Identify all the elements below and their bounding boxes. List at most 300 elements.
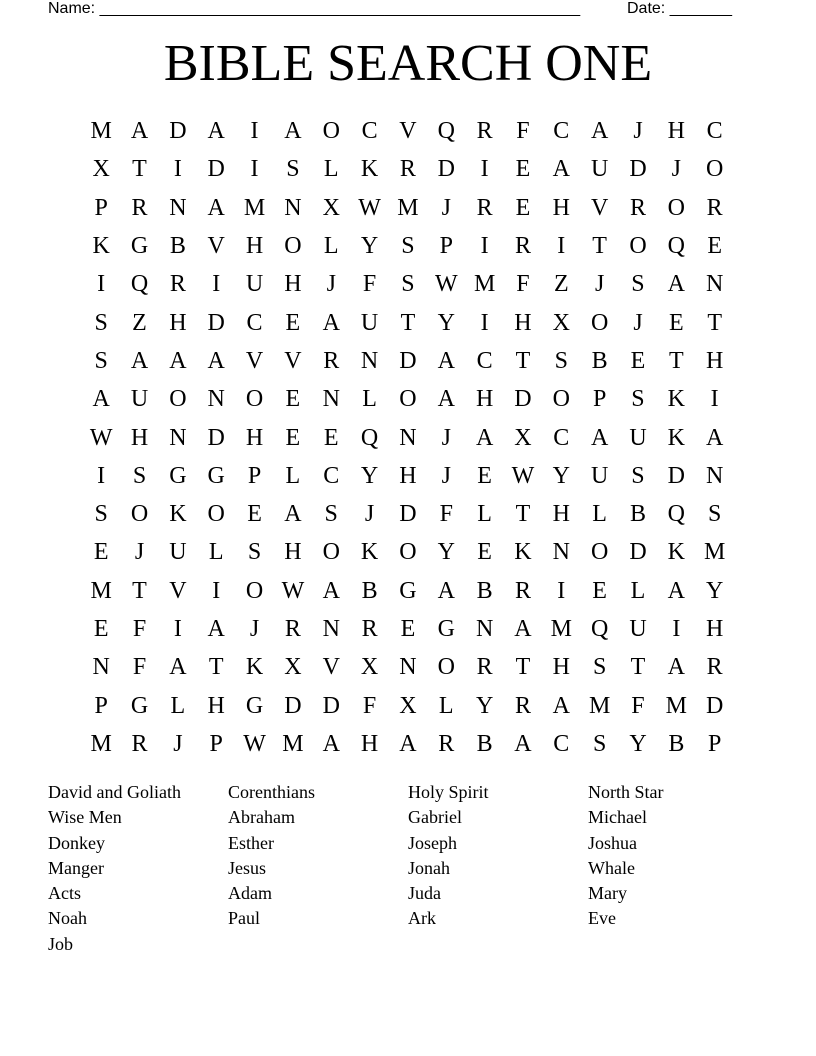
grid-letter: C [553, 424, 570, 451]
grid-row [82, 648, 734, 686]
grid-letter: O [399, 386, 417, 413]
grid-letter: Y [629, 730, 647, 757]
grid-letter: Q [130, 271, 149, 298]
grid-letter: X [92, 156, 110, 183]
grid-letter: A [667, 577, 685, 604]
grid-letter: D [629, 539, 647, 566]
word-list-item: Holy Spirit [408, 782, 489, 802]
grid-letter: W [243, 730, 266, 757]
grid-letter: I [557, 233, 566, 260]
grid-letter: S [401, 233, 415, 260]
grid-letter: T [132, 156, 147, 183]
grid-letter: B [361, 577, 378, 604]
word-list-item: North Star [588, 782, 664, 802]
grid-letter: A [322, 730, 340, 757]
grid-letter: D [169, 118, 187, 145]
grid-letter: B [668, 730, 685, 757]
grid-row [82, 342, 734, 380]
grid-letter: E [477, 539, 492, 566]
grid-letter: N [399, 424, 417, 451]
grid-letter: I [97, 462, 106, 489]
grid-letter: T [515, 654, 531, 681]
grid-letter: B [476, 577, 493, 604]
grid-letter: N [475, 616, 494, 642]
grid-letter: Y [437, 539, 455, 566]
word-list-item: Noah [48, 908, 87, 929]
grid-letter: Z [132, 309, 147, 336]
grid-letter: I [212, 577, 221, 604]
grid-letter: S [554, 347, 568, 374]
grid-letter: M [243, 194, 266, 221]
grid-letter: U [245, 271, 264, 298]
grid-letter: C [361, 118, 378, 145]
grid-letter: I [557, 577, 566, 604]
grid-letter: X [284, 654, 302, 681]
grid-letter: A [552, 156, 570, 183]
grid-letter: H [245, 424, 264, 451]
grid-letter: D [399, 347, 417, 374]
grid-letter: F [362, 271, 377, 298]
grid-letter: R [169, 271, 186, 298]
grid-letter: A [552, 692, 570, 719]
grid-letter: A [514, 616, 532, 642]
word-list-item: Gabriel [408, 807, 462, 828]
grid-letter: R [323, 347, 340, 374]
grid-letter: R [131, 730, 148, 757]
grid-letter: R [514, 233, 531, 260]
grid-letter: X [322, 194, 340, 221]
grid-letter: N [706, 271, 724, 298]
grid-letter: V [590, 194, 609, 221]
grid-letter: L [592, 501, 607, 528]
grid-letter: O [322, 539, 340, 566]
word-list-item: Whale [588, 857, 635, 878]
grid-letter: T [630, 654, 646, 681]
grid-letter: O [706, 156, 724, 183]
grid-letter: P [94, 194, 108, 221]
grid-letter: T [592, 233, 607, 260]
grid-row [82, 533, 734, 571]
grid-letter: P [592, 386, 607, 413]
grid-letter: B [591, 347, 608, 374]
grid-letter: E [592, 577, 607, 604]
grid-letter: N [92, 654, 110, 681]
grid-letter: A [437, 347, 455, 374]
grid-letter: R [706, 654, 723, 681]
grid-letter: A [475, 424, 494, 451]
header-line [48, 0, 768, 20]
grid-letter: T [707, 309, 722, 336]
grid-letter: P [247, 462, 262, 489]
grid-letter: A [169, 347, 187, 374]
word-list-item: Esther [228, 832, 274, 853]
grid-letter: S [94, 309, 108, 336]
grid-letter: E [515, 194, 531, 221]
grid-letter: G [399, 577, 417, 604]
grid-letter: J [364, 501, 375, 528]
grid-letter: E [477, 462, 492, 489]
grid-letter: Y [360, 462, 379, 489]
grid-letter: O [437, 654, 455, 681]
grid-letter: L [323, 156, 339, 183]
grid-letter: U [590, 462, 609, 489]
grid-letter: V [399, 118, 417, 145]
grid-letter: F [439, 501, 453, 528]
word-list-item: Michael [588, 807, 647, 828]
grid-letter: A [169, 654, 187, 681]
grid-letter: I [480, 233, 489, 260]
word-list-item: Corenthians [228, 782, 315, 802]
grid-letter: D [207, 309, 225, 336]
grid-letter: M [90, 577, 112, 604]
grid-letter: G [245, 692, 264, 719]
grid-letter: A [706, 424, 724, 451]
grid-letter: L [208, 539, 224, 566]
grid-letter: R [476, 118, 493, 145]
grid-letter: C [553, 118, 570, 145]
grid-letter: P [439, 233, 453, 260]
grid-letter: M [665, 692, 687, 719]
grid-letter: H [284, 271, 302, 298]
grid-letter: R [476, 654, 493, 681]
word-list-item: Mary [588, 883, 627, 904]
grid-letter: O [322, 118, 340, 145]
grid-letter: T [515, 347, 531, 374]
grid-letter: E [93, 616, 109, 642]
grid-letter: Y [360, 233, 379, 260]
grid-letter: L [285, 462, 301, 489]
grid-letter: K [667, 539, 685, 566]
grid-letter: M [550, 616, 572, 642]
grid-letter: O [130, 501, 149, 528]
grid-letter: A [130, 118, 149, 145]
grid-letter: K [360, 156, 379, 183]
grid-letter: E [247, 501, 262, 528]
grid-letter: L [362, 386, 377, 413]
grid-letter: T [515, 501, 531, 528]
word-list-item: Acts [48, 883, 81, 904]
grid-letter: C [706, 118, 723, 145]
grid-letter: N [207, 386, 225, 413]
word-list-item: Joshua [588, 832, 637, 853]
grid-letter: Y [706, 577, 724, 604]
grid-letter: N [399, 654, 417, 681]
grid-letter: H [399, 462, 417, 489]
grid-letter: C [553, 730, 570, 757]
word-list-item: Jesus [228, 857, 267, 878]
grid-letter: Z [553, 271, 569, 298]
grid-letter: J [441, 424, 451, 451]
grid-letter: E [515, 156, 531, 183]
grid-letter: E [323, 424, 339, 451]
grid-letter: S [247, 539, 262, 566]
word-list-item: Joseph [408, 832, 457, 853]
date-field-label: Date: _______ [627, 0, 732, 17]
grid-letter: O [667, 194, 685, 221]
word-list-item: Paul [228, 908, 261, 929]
grid-letter: F [516, 118, 530, 145]
grid-letter: M [90, 730, 112, 757]
grid-letter: E [707, 233, 722, 260]
grid-letter: W [281, 577, 305, 604]
grid-letter: V [245, 347, 264, 374]
grid-letter: I [250, 118, 259, 145]
grid-letter: V [169, 577, 187, 604]
grid-letter: K [514, 539, 532, 566]
grid-letter: Y [552, 462, 570, 489]
grid-row [82, 150, 734, 188]
grid-letter: V [284, 347, 302, 374]
grid-letter: A [130, 347, 149, 374]
grid-letter: O [207, 501, 225, 528]
grid-letter: I [173, 156, 182, 183]
grid-letter: D [667, 462, 685, 489]
grid-letter: S [707, 501, 722, 528]
grid-row [82, 189, 734, 227]
grid-letter: A [284, 118, 302, 145]
grid-letter: D [706, 692, 724, 719]
grid-letter: A [667, 271, 685, 298]
grid-letter: D [399, 501, 417, 528]
grid-letter: E [630, 347, 646, 374]
grid-letter: H [514, 309, 532, 336]
page-title: BIBLE SEARCH ONE [163, 35, 653, 92]
grid-letter: N [360, 347, 379, 374]
word-column [408, 780, 588, 932]
grid-letter: D [207, 156, 225, 183]
grid-letter: J [441, 462, 451, 489]
word-column [48, 780, 228, 957]
word-list-item: Wise Men [48, 807, 122, 828]
grid-letter: S [631, 462, 645, 489]
grid-letter: X [552, 309, 570, 336]
grid-letter: R [284, 616, 301, 642]
grid-letter: A [667, 654, 685, 681]
grid-letter: O [169, 386, 187, 413]
word-list-item: Eve [588, 908, 616, 929]
grid-letter: F [516, 271, 530, 298]
grid-letter: K [92, 233, 110, 260]
grid-letter: M [282, 730, 304, 757]
grid-letter: A [590, 118, 609, 145]
grid-letter: G [207, 462, 225, 489]
grid-letter: B [629, 501, 646, 528]
grid-letter: O [284, 233, 302, 260]
grid-letter: J [671, 156, 681, 183]
grid-letter: D [437, 156, 455, 183]
grid-letter: F [631, 692, 645, 719]
grid-letter: A [322, 577, 340, 604]
grid-letter: R [514, 577, 531, 604]
word-list-item: David and Goliath [48, 782, 181, 802]
grid-letter: P [94, 692, 108, 719]
grid-letter: I [672, 616, 681, 642]
grid-row [82, 227, 734, 265]
grid-letter: A [399, 730, 417, 757]
grid-letter: X [360, 654, 379, 681]
grid-letter: A [207, 194, 225, 221]
grid-letter: F [132, 654, 147, 681]
grid-letter: G [169, 462, 187, 489]
word-column [588, 780, 768, 932]
word-list-item: Adam [228, 883, 272, 904]
grid-letter: E [93, 539, 109, 566]
grid-letter: T [208, 654, 224, 681]
grid-letter: R [629, 194, 646, 221]
grid-letter: R [706, 194, 723, 221]
grid-letter: J [249, 616, 260, 642]
word-list-item: Donkey [48, 832, 105, 853]
grid-letter: I [480, 309, 489, 336]
grid-letter: N [169, 424, 187, 451]
grid-letter: S [592, 654, 607, 681]
grid-letter: G [130, 233, 149, 260]
grid-letter: E [668, 309, 684, 336]
grid-letter: I [480, 156, 489, 183]
grid-letter: A [514, 730, 532, 757]
grid-letter: V [322, 654, 340, 681]
grid-letter: T [132, 577, 147, 604]
grid-letter: H [552, 501, 570, 528]
grid-letter: U [169, 539, 187, 566]
grid-letter: W [511, 462, 535, 489]
grid-letter: N [322, 616, 340, 642]
grid-letter: I [212, 271, 221, 298]
grid-letter: Y [437, 309, 455, 336]
grid-letter: N [169, 194, 187, 221]
grid-letter: H [360, 730, 379, 757]
grid-letter: W [89, 424, 113, 451]
grid-letter: D [207, 424, 225, 451]
grid-letter: A [207, 616, 225, 642]
grid-letter: A [207, 118, 225, 145]
grid-letter: N [322, 386, 340, 413]
grid-letter: N [706, 462, 724, 489]
grid-letter: H [245, 233, 264, 260]
grid-letter: O [629, 233, 647, 260]
grid-letter: N [284, 194, 302, 221]
grid-letter: R [476, 194, 493, 221]
grid-letter: A [92, 386, 110, 413]
word-list-item: Abraham [228, 807, 295, 828]
grid-letter: U [360, 309, 379, 336]
grid-letter: L [323, 233, 339, 260]
grid-letter: S [132, 462, 147, 489]
grid-letter: J [326, 271, 336, 298]
grid-letter: E [285, 309, 301, 336]
grid-letter: Q [667, 501, 685, 528]
grid-letter: O [245, 386, 264, 413]
grid-letter: I [710, 386, 719, 413]
grid-letter: M [704, 539, 726, 566]
grid-letter: K [360, 539, 379, 566]
grid-letter: H [169, 309, 187, 336]
grid-letter: Q [667, 233, 685, 260]
grid-letter: U [590, 156, 609, 183]
grid-letter: H [552, 654, 570, 681]
grid-letter: X [399, 692, 417, 719]
grid-letter: H [667, 118, 685, 145]
grid-letter: Y [475, 692, 494, 719]
grid-letter: C [246, 309, 263, 336]
grid-letter: E [285, 424, 301, 451]
grid-letter: A [437, 577, 455, 604]
grid-letter: B [169, 233, 186, 260]
grid-letter: O [552, 386, 570, 413]
grid-letter: K [245, 654, 264, 681]
grid-letter: F [362, 692, 377, 719]
grid-letter: S [94, 501, 108, 528]
grid-letter: A [590, 424, 609, 451]
grid-letter: O [590, 309, 609, 336]
grid-letter: I [173, 616, 182, 642]
grid-letter: J [633, 309, 643, 336]
word-list-item: Manger [48, 857, 104, 878]
grid-letter: G [437, 616, 455, 642]
grid-letter: J [594, 271, 605, 298]
grid-letter: D [629, 156, 647, 183]
grid-letter: D [322, 692, 340, 719]
grid-letter: M [90, 118, 112, 145]
grid-row [82, 495, 734, 533]
grid-row [82, 112, 734, 150]
grid-letter: A [284, 501, 302, 528]
grid-letter: X [514, 424, 532, 451]
grid-letter: S [324, 501, 338, 528]
grid-letter: A [207, 347, 225, 374]
grid-letter: R [514, 692, 531, 719]
grid-letter: L [630, 577, 646, 604]
grid-letter: K [667, 386, 685, 413]
name-field-label: Name: ______________________________________________________ [48, 0, 581, 17]
grid-letter: H [552, 194, 570, 221]
word-list-item: Ark [408, 908, 436, 929]
grid-letter: R [438, 730, 455, 757]
grid-letter: C [323, 462, 340, 489]
grid-letter: O [590, 539, 609, 566]
grid-letter: S [592, 730, 607, 757]
grid-letter: G [130, 692, 149, 719]
grid-letter: O [245, 577, 264, 604]
grid-row [82, 610, 734, 648]
grid-letter: T [668, 347, 684, 374]
grid-letter: I [250, 156, 259, 183]
grid-letter: H [130, 424, 149, 451]
grid-letter: E [285, 386, 301, 413]
grid-letter: B [476, 730, 493, 757]
grid-letter: Q [590, 616, 609, 642]
grid-row [82, 572, 734, 610]
grid-letter: A [322, 309, 340, 336]
grid-letter: M [473, 271, 496, 298]
grid-letter: O [399, 539, 417, 566]
grid-letter: I [97, 271, 106, 298]
grid-letter: U [629, 616, 647, 642]
grid-letter: J [134, 539, 145, 566]
grid-letter: H [475, 386, 494, 413]
grid-letter: P [707, 730, 722, 757]
grid-letter: R [131, 194, 148, 221]
grid-row [82, 265, 734, 303]
grid-letter: V [207, 233, 225, 260]
grid-letter: U [130, 386, 149, 413]
grid-letter: Q [360, 424, 379, 451]
grid-letter: R [399, 156, 416, 183]
grid-row [82, 457, 734, 495]
grid-letter: N [552, 539, 570, 566]
grid-letter: S [401, 271, 415, 298]
word-list-item: Juda [408, 883, 441, 904]
